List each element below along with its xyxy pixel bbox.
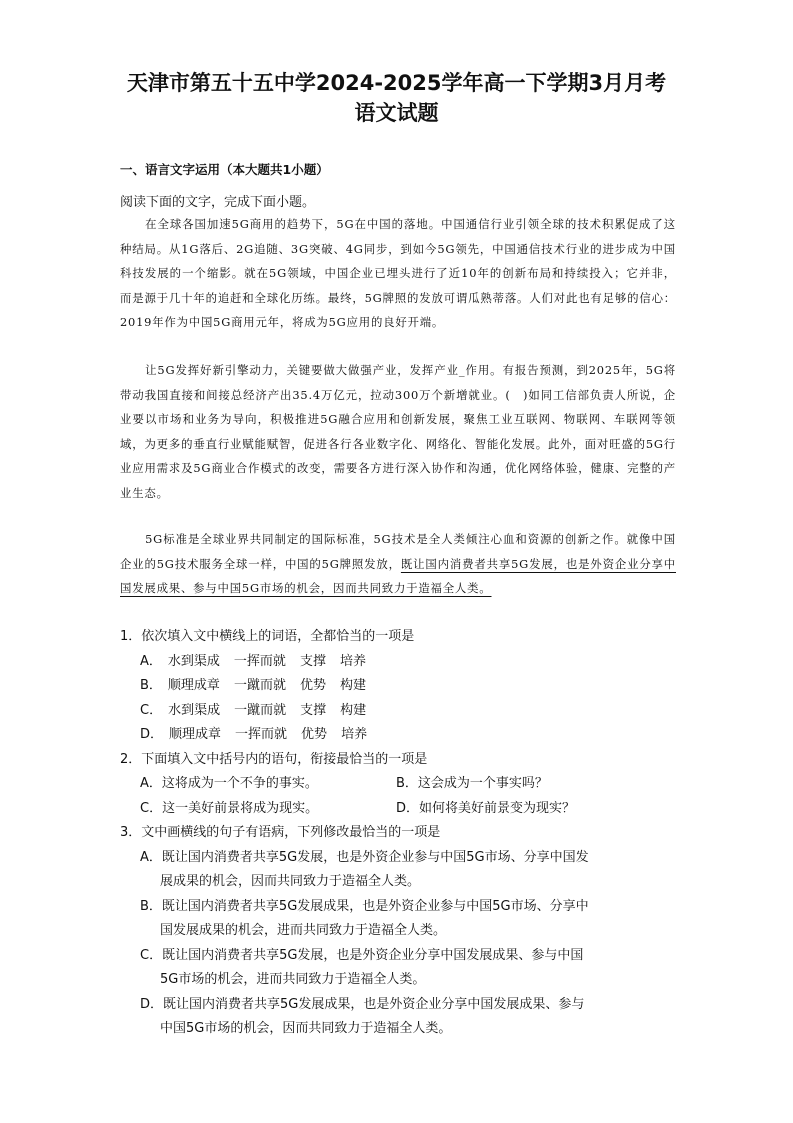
question-2-stem: 2．下面填入文中括号内的语句，衔接最恰当的一项是 (120, 751, 428, 767)
option-word: 培养 (339, 653, 366, 669)
question-2-options-row-1 (120, 772, 680, 797)
option-word: 一挥而就 (235, 727, 288, 742)
option-word: 支撑 (300, 702, 327, 718)
option-letter: C． (140, 702, 163, 718)
option-word: 一蹴而就 (233, 678, 286, 693)
option-word: 优势 (301, 727, 328, 742)
option-line-continued: 展成果的机会，因而共同致力于造福全人类。 (160, 874, 421, 889)
option-line: B．既让国内消费者共享5G发展成果，也是外资企业参与中国5G市场、分享中 (140, 898, 589, 914)
question-2-option-d: D．如何将美好前景变为现实？ (396, 800, 576, 816)
option-word: 一挥而就 (233, 653, 286, 669)
question-1-option-a (120, 650, 680, 675)
question-2-option-c: C．这一美好前景将成为现实。 (140, 800, 319, 816)
question-3-option-c (120, 944, 680, 993)
passage-paragraph-1 (120, 212, 676, 335)
paragraph-text: 在全球各国加速5G商用的趋势下，5G在中国的落地。中国通信行业引领全球的技术积累促成了这种结局。从1G落后、2G追随、3G突破、4G同步，到如今5G领先，中国通信技术行业的进步成为中国科技发展的一个缩影。就在5G领域，中国企业已埋头进行了近10年的创新布局和持续投入；它并非，而是源于几十年的追赶和全球化历练。最终，5G牌照的发放可谓瓜熟蒂落。人们对此也有足够的信心：2019年作为中国5G商用元年，将成为5G应用的良好开端。 (120, 217, 676, 329)
section-heading: 一、语言文字运用（本大题共1小题） (120, 162, 329, 177)
option-line-continued: 国发展成果的机会，进而共同致力于造福全人类。 (160, 923, 447, 938)
option-word: 水到渠成 (168, 702, 221, 718)
paragraph-text (120, 527, 676, 601)
option-word: 顺理成章 (169, 727, 222, 742)
option-word: 顺理成章 (167, 678, 220, 693)
option-word: 构建 (340, 702, 367, 718)
passage-paragraph-3 (120, 527, 676, 601)
option-word: 水到渠成 (167, 653, 220, 669)
option-letter: B． (140, 678, 162, 693)
option-word: 一蹴而就 (234, 702, 287, 718)
reading-instruction: 阅读下面的文字，完成下面小题。 (120, 195, 316, 210)
paragraph-text: 让5G发挥好新引擎动力，关键要做大做强产业，发挥产业_作用。有报告预测，到2025年，5G将带动我国直接和间接总经济产出35.4万亿元，拉动300万个新增就业。( )如同工信部负责人所说，企业要以市场和业务为导向，积极推进5G融合应用和创新发展，聚焦工业互联网、物联网、车联网等领域，为更多的垂直行业赋能赋智，促进各行各业数字化、网络化、智能化发展。此外，面对旺盛的5G行业应用需求及5G商业合作模式的改变，需要各方进行深入协作和沟通，优化网络体验，健康、完整的产业生态。 (120, 363, 676, 500)
option-word: 构建 (339, 678, 366, 693)
option-letter: A． (140, 653, 162, 669)
question-1-option-c (120, 699, 680, 724)
option-line-continued: 5G市场的机会，进而共同致力于造福全人类。 (160, 972, 426, 987)
question-2-option-a: A．这将成为一个不争的事实。 (140, 776, 318, 791)
document-title-line1: 天津市第五十五中学2024-2025学年高一下学期3月月考 (126, 71, 667, 95)
option-word: 优势 (299, 678, 326, 693)
question-3-stem: 3．文中画横线的句子有语病，下列修改最恰当的一项是 (120, 825, 441, 840)
question-3-option-d (120, 993, 680, 1042)
question-3-option-a (120, 846, 680, 895)
option-word: 支撑 (299, 653, 326, 669)
question-2-option-b: B．这会成为一个事实吗？ (396, 776, 548, 791)
option-letter: D． (140, 727, 164, 742)
underlined-sentence: 既让国内消费者共享5G发展，也是外资企业分享中国发展成果、参与中国5G市场的机会，因而共同致力于造福全人类。 (120, 556, 676, 595)
question-1-option-d (120, 723, 680, 748)
question-2-options-row-2 (120, 797, 680, 822)
question-3-option-b (120, 895, 680, 944)
questions-block (120, 625, 680, 1042)
document-title-line2: 语文试题 (354, 101, 439, 125)
question-1-option-b (120, 674, 680, 699)
option-word: 培养 (341, 727, 368, 742)
paragraph-plain-text: 5G标准是全球业界共同制定的国际标准，5G技术是全人类倾注心血和资源的创新之作。就像中国企业的5G技术服务全球一样，中国的5G牌照发放， (120, 532, 676, 571)
option-line: C．既让国内消费者共享5G发展，也是外资企业分享中国发展成果、参与中国 (140, 947, 584, 963)
option-line: D．既让国内消费者共享5G发展成果，也是外资企业分享中国发展成果、参与 (140, 996, 585, 1012)
option-line: A．既让国内消费者共享5G发展，也是外资企业参与中国5G市场、分享中国发 (140, 849, 589, 865)
passage-paragraph-2 (120, 358, 676, 505)
question-1-stem: 1．依次填入文中横线上的词语，全都恰当的一项是 (120, 629, 415, 644)
option-line-continued: 中国5G市场的机会，因而共同致力于造福全人类。 (160, 1021, 452, 1036)
